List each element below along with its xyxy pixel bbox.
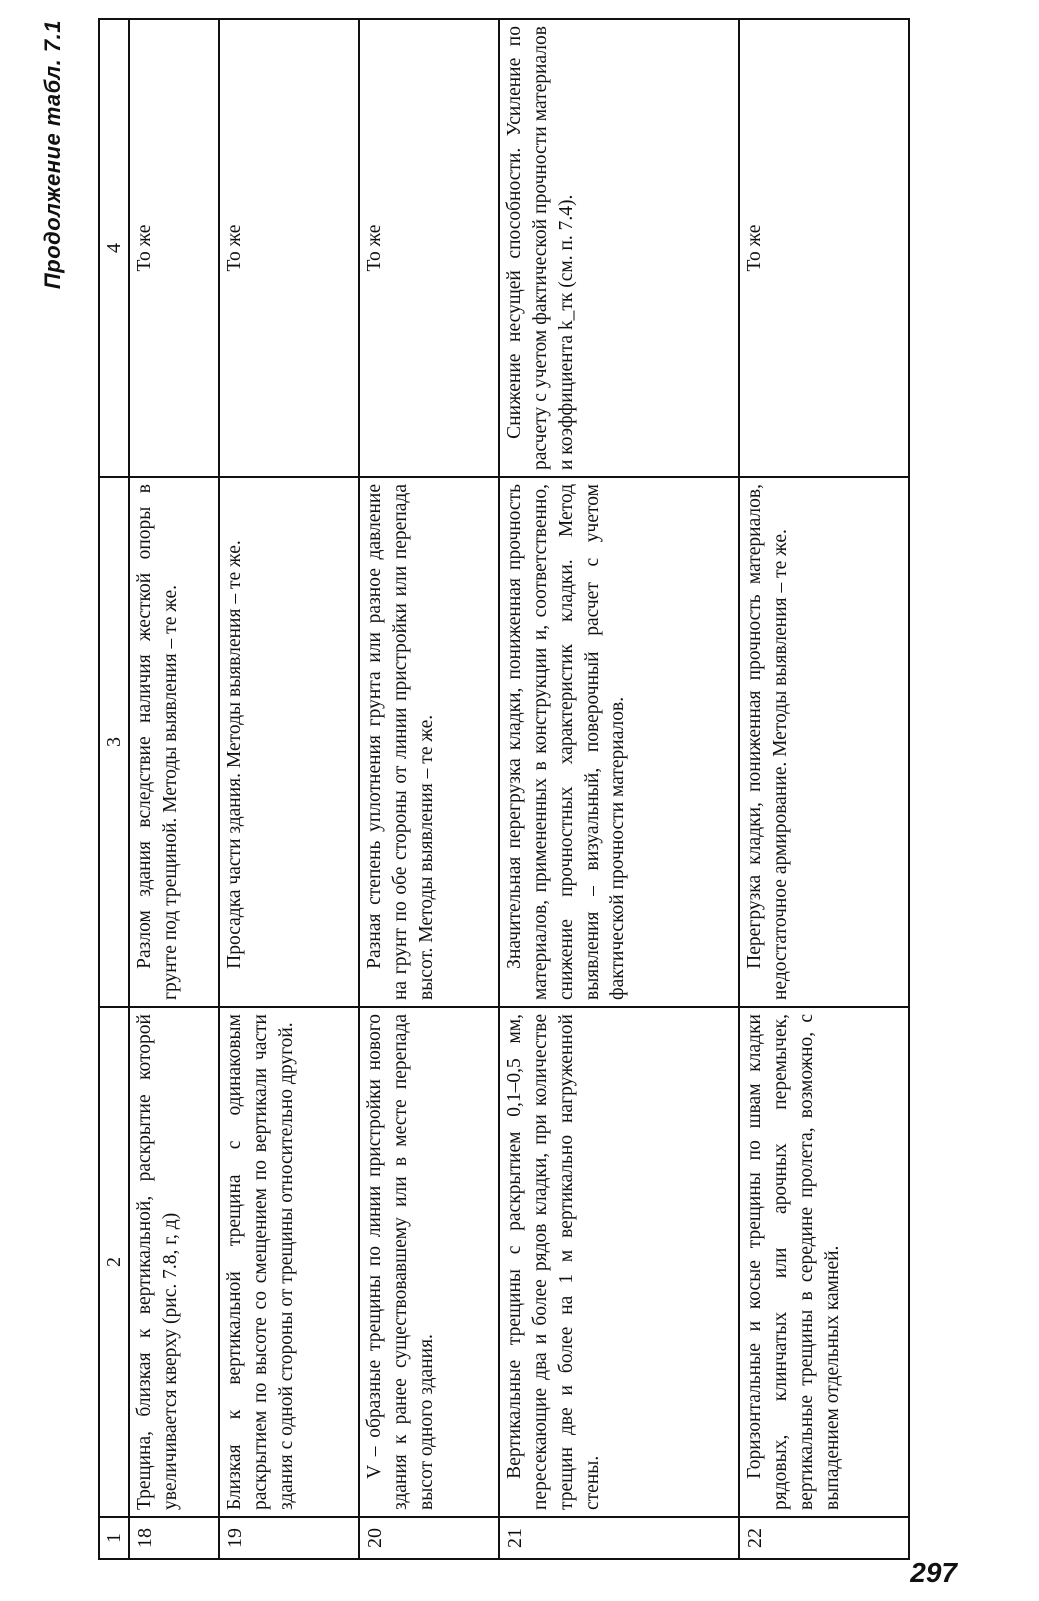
consequence-description: То же xyxy=(219,19,359,477)
crack-description: Близкая к вертикальной трещина с одинаковым раскрытием по высоте со смещением по вертикали части здания с одной стороны от трещины относительно другой. xyxy=(219,1007,359,1517)
consequence-description: Снижение несущей способности. Усиление по расчету с учетом фактической прочности материалов и коэффициента k_тк (см. п. 7.4). xyxy=(499,19,739,477)
cause-description: Просадка части здания. Методы выявления – те же. xyxy=(219,477,359,1007)
table-row xyxy=(129,19,219,1559)
column-header-2: 2 xyxy=(99,1007,129,1517)
defects-table xyxy=(98,18,910,1560)
table-row xyxy=(219,19,359,1559)
crack-description: Вертикальные трещины с раскрытием 0,1–0,5 мм, пересекающие два и более рядов кладки, при количестве трещин две и более на 1 м вертикально нагруженной стены. xyxy=(499,1007,739,1517)
table-row xyxy=(739,19,909,1559)
row-number: 18 xyxy=(129,1517,219,1559)
column-number-row xyxy=(99,19,129,1559)
row-number: 19 xyxy=(219,1517,359,1559)
cause-description: Разная степень уплотнения грунта или разное давление на грунт по обе стороны от линии пристройки или перепада высот. Методы выявления – те же. xyxy=(359,477,499,1007)
rotated-table-area xyxy=(40,20,920,1560)
cause-description: Перегрузка кладки, пониженная прочность материалов, недостаточное армирование. Методы выявления – те же. xyxy=(739,477,909,1007)
row-number: 20 xyxy=(359,1517,499,1559)
consequence-description: То же xyxy=(739,19,909,477)
column-header-4: 4 xyxy=(99,19,129,477)
crack-description: Трещина, близкая к вертикальной, раскрытие которой увеличивается кверху (рис. 7.8, г, д) xyxy=(129,1007,219,1517)
cause-description: Разлом здания вследствие наличия жесткой опоры в грунте под трещиной. Методы выявления – те же. xyxy=(129,477,219,1007)
column-header-3: 3 xyxy=(99,477,129,1007)
crack-description: V – образные трещины по линии пристройки нового здания к ранее существовавшему или в месте перепада высот одного здания. xyxy=(359,1007,499,1517)
row-number: 21 xyxy=(499,1517,739,1559)
consequence-description: То же xyxy=(359,19,499,477)
crack-description: Горизонтальные и косые трещины по швам кладки рядовых, клинчатых или арочных перемычек, вертикальные трещины в середине пролета, возможно, с выпадением отдельных камней. xyxy=(739,1007,909,1517)
consequence-description: То же xyxy=(129,19,219,477)
table-row xyxy=(499,19,739,1559)
row-number: 22 xyxy=(739,1517,909,1559)
cause-description: Значительная перегрузка кладки, пониженная прочность материалов, примененных в конструкции и, соответственно, снижение прочностных характеристик кладки. Метод выявления – визуальный, поверочный расчет с учетом фактической прочности материалов. xyxy=(499,477,739,1007)
column-header-1: 1 xyxy=(99,1517,129,1559)
table-continuation-caption: Продолжение табл. 7.1 xyxy=(40,20,65,290)
page-number: 297 xyxy=(910,1557,957,1588)
table-row xyxy=(359,19,499,1559)
